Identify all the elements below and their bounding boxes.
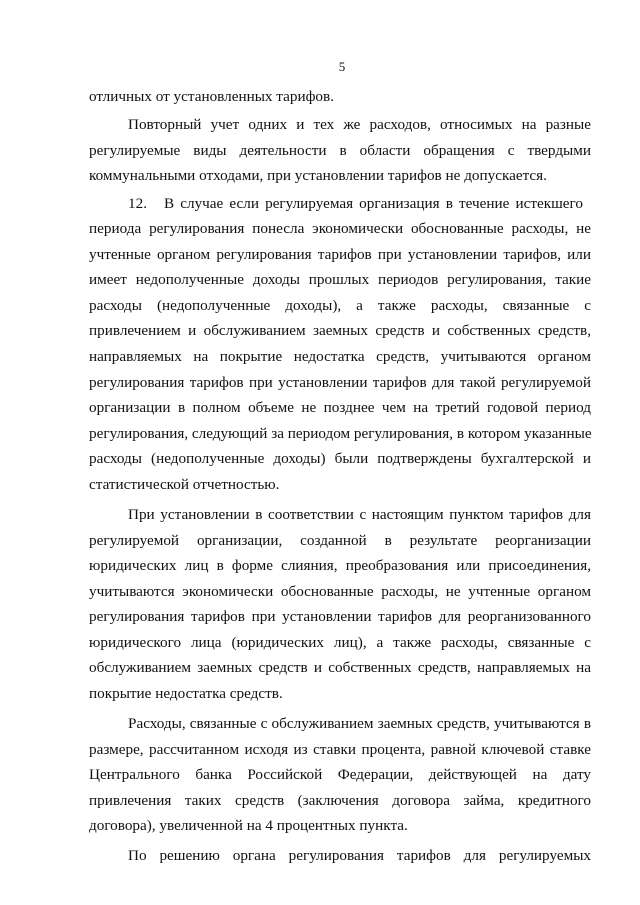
text-line: юридического лица (юридических лиц), а также расходы, связанные с bbox=[89, 634, 591, 651]
item-number: 12. bbox=[128, 195, 147, 212]
text-line: При установлении в соответствии с настоящим пунктом тарифов для bbox=[128, 506, 591, 523]
text-line: привлечением и обслуживанием заемных средств и собственных средств, bbox=[89, 322, 591, 339]
text-line: Повторный учет одних и тех же расходов, относимых на разные bbox=[128, 116, 591, 133]
text-line: Расходы, связанные с обслуживанием заемных средств, учитываются в bbox=[128, 715, 591, 732]
text-line: расходы (недополученные доходы) были подтверждены бухгалтерской и bbox=[89, 450, 591, 467]
text-line: размере, рассчитанном исходя из ставки процента, равной ключевой ставке bbox=[89, 741, 591, 758]
text-line: привлечения таких средств (заключения договора займа, кредитного bbox=[89, 792, 591, 809]
text-line: регулирования тарифов при установлении тарифов для реорганизованного bbox=[89, 608, 591, 625]
text-line: покрытие недостатка средств. bbox=[89, 685, 283, 702]
text-line: отличных от установленных тарифов. bbox=[89, 88, 334, 105]
text-line: учитываются экономически обоснованные расходы, не учтенные органом bbox=[89, 583, 591, 600]
text-line: регулируемые виды деятельности в области обращения с твердыми bbox=[89, 142, 591, 159]
text-line: имеет недополученные доходы прошлых периодов регулирования, такие bbox=[89, 271, 591, 288]
text-line-content: В случае если регулируемая организация в течение истекшего bbox=[164, 195, 583, 212]
text-line: Центрального банка Российской Федерации, действующей на дату bbox=[89, 766, 591, 783]
text-line: организации в полном объеме не позднее чем на третий годовой период bbox=[89, 399, 591, 416]
text-line: коммунальными отходами, при установлении тарифов не допускается. bbox=[89, 167, 547, 184]
text-line: договора), увеличенной на 4 процентных пункта. bbox=[89, 817, 408, 834]
text-line: По решению органа регулирования тарифов для регулируемых bbox=[128, 847, 591, 864]
text-line: периода регулирования понесла экономически обоснованные расходы, не bbox=[89, 220, 591, 237]
text-line: статистической отчетностью. bbox=[89, 476, 280, 493]
text-line: расходы (недополученные доходы), а также расходы, связанные с bbox=[89, 297, 591, 314]
text-line: обслуживанием заемных средств и собственных средств, направляемых на bbox=[89, 659, 591, 676]
page-number: 5 bbox=[338, 59, 346, 74]
text-line: регулирования, следующий за периодом регулирования, в котором указанные bbox=[89, 425, 592, 442]
text-line: учтенные органом регулирования тарифов при установлении тарифов, или bbox=[89, 246, 591, 263]
text-line: направляемых на покрытие недостатка средств, учитываются органом bbox=[89, 348, 591, 365]
text-line: регулирования тарифов при установлении тарифов для такой регулируемой bbox=[89, 374, 591, 391]
text-line bbox=[128, 194, 591, 214]
text-line: юридических лиц в форме слияния, преобразования или присоединения, bbox=[89, 557, 591, 574]
text-line: регулируемой организации, созданной в результате реорганизации bbox=[89, 532, 591, 549]
